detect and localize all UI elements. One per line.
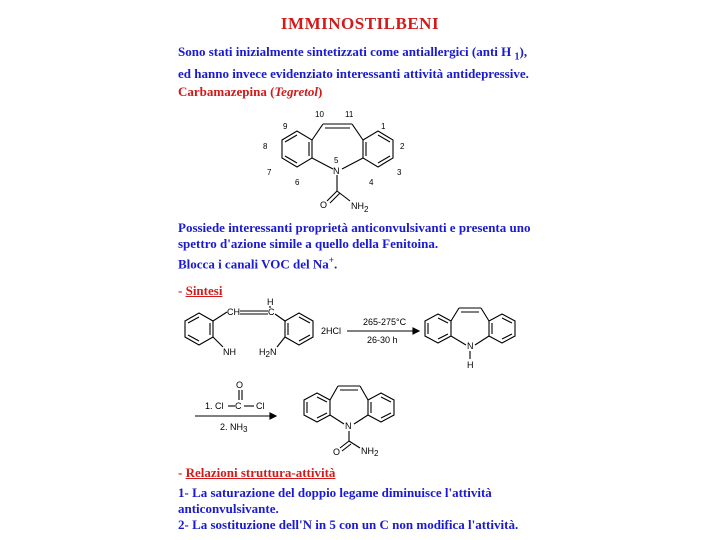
synthesis-heading: - Sintesi <box>178 283 223 298</box>
time-condition: 26-30 h <box>367 335 398 345</box>
nh2-right-label: H2N <box>259 347 277 359</box>
reagent-phosgene-cl1: 1. Cl <box>205 401 224 411</box>
product-h-label: H <box>467 360 474 370</box>
right-benzene-ring <box>363 131 393 167</box>
ch-label: CH <box>227 307 240 317</box>
nh2-label: NH2 <box>351 201 369 214</box>
left-aniline-ring <box>185 313 213 345</box>
position-3: 3 <box>397 168 402 177</box>
reagent-ammonia: 2. NH3 <box>220 422 248 434</box>
reagent-phosgene-c: C <box>235 401 242 411</box>
position-11: 11 <box>345 110 354 119</box>
position-5: 5 <box>334 156 339 165</box>
product-n-label: N <box>467 341 474 351</box>
temperature-condition: 265-275°C <box>363 317 407 327</box>
sar-heading: - Relazioni struttura-attività <box>178 465 336 480</box>
reagent-phosgene-o: O <box>236 380 244 390</box>
sar-item-2: 2- La sostituzione dell'N in 5 con un C non modifica l'attività. <box>178 517 519 532</box>
position-8: 8 <box>263 142 268 151</box>
position-10: 10 <box>315 110 324 119</box>
page-title: IMMINOSTILBENI <box>280 14 440 33</box>
intro-line-1: Sono stati inizialmente sintetizzati come antiallergici (anti H $_1$), <box>178 44 528 63</box>
synthesis-step-1 <box>175 295 535 375</box>
sar-item-1-line-1: 1- La saturazione del doppio legame diminuisce l'attività <box>178 485 492 500</box>
h-label: H <box>267 297 274 307</box>
properties-line-3: Blocca i canali VOC del Na+. <box>178 255 338 272</box>
position-1: 1 <box>381 122 386 131</box>
right-aniline-ring <box>285 313 313 345</box>
position-7: 7 <box>267 168 272 177</box>
properties-paragraph <box>178 220 530 272</box>
position-9: 9 <box>283 122 288 131</box>
final-n-label: N <box>345 421 352 431</box>
intro-paragraph <box>178 44 529 82</box>
sar-item-1-line-2: anticonvulsivante. <box>178 501 279 516</box>
oxygen-label: O <box>320 200 328 210</box>
nh2-left-label: NH <box>223 347 236 357</box>
final-o-label: O <box>333 447 341 457</box>
synthesis-step-2 <box>190 378 420 458</box>
final-nh2-label: NH2 <box>361 446 379 458</box>
reagent-phosgene-cl2: Cl <box>256 401 265 411</box>
carbamazepine-structure <box>255 105 425 217</box>
sar-list <box>178 485 518 533</box>
nitrogen-label: N <box>333 166 340 176</box>
intro-line-2: ed hanno invece evidenziato interessanti attività antidepressive. <box>178 65 529 81</box>
c-label: C <box>268 307 275 317</box>
drug-name: Carbamazepina (Tegretol) <box>178 84 323 99</box>
hcl-label: 2HCl <box>321 326 342 336</box>
position-4: 4 <box>369 178 374 187</box>
position-2: 2 <box>400 142 405 151</box>
position-6: 6 <box>295 178 300 187</box>
properties-line-2: spettro d'azione simile a quello della Fenitoina. <box>178 236 439 251</box>
properties-line-1: Possiede interessanti proprietà anticonvulsivanti e presenta uno <box>178 220 531 235</box>
left-benzene-ring <box>282 131 312 167</box>
